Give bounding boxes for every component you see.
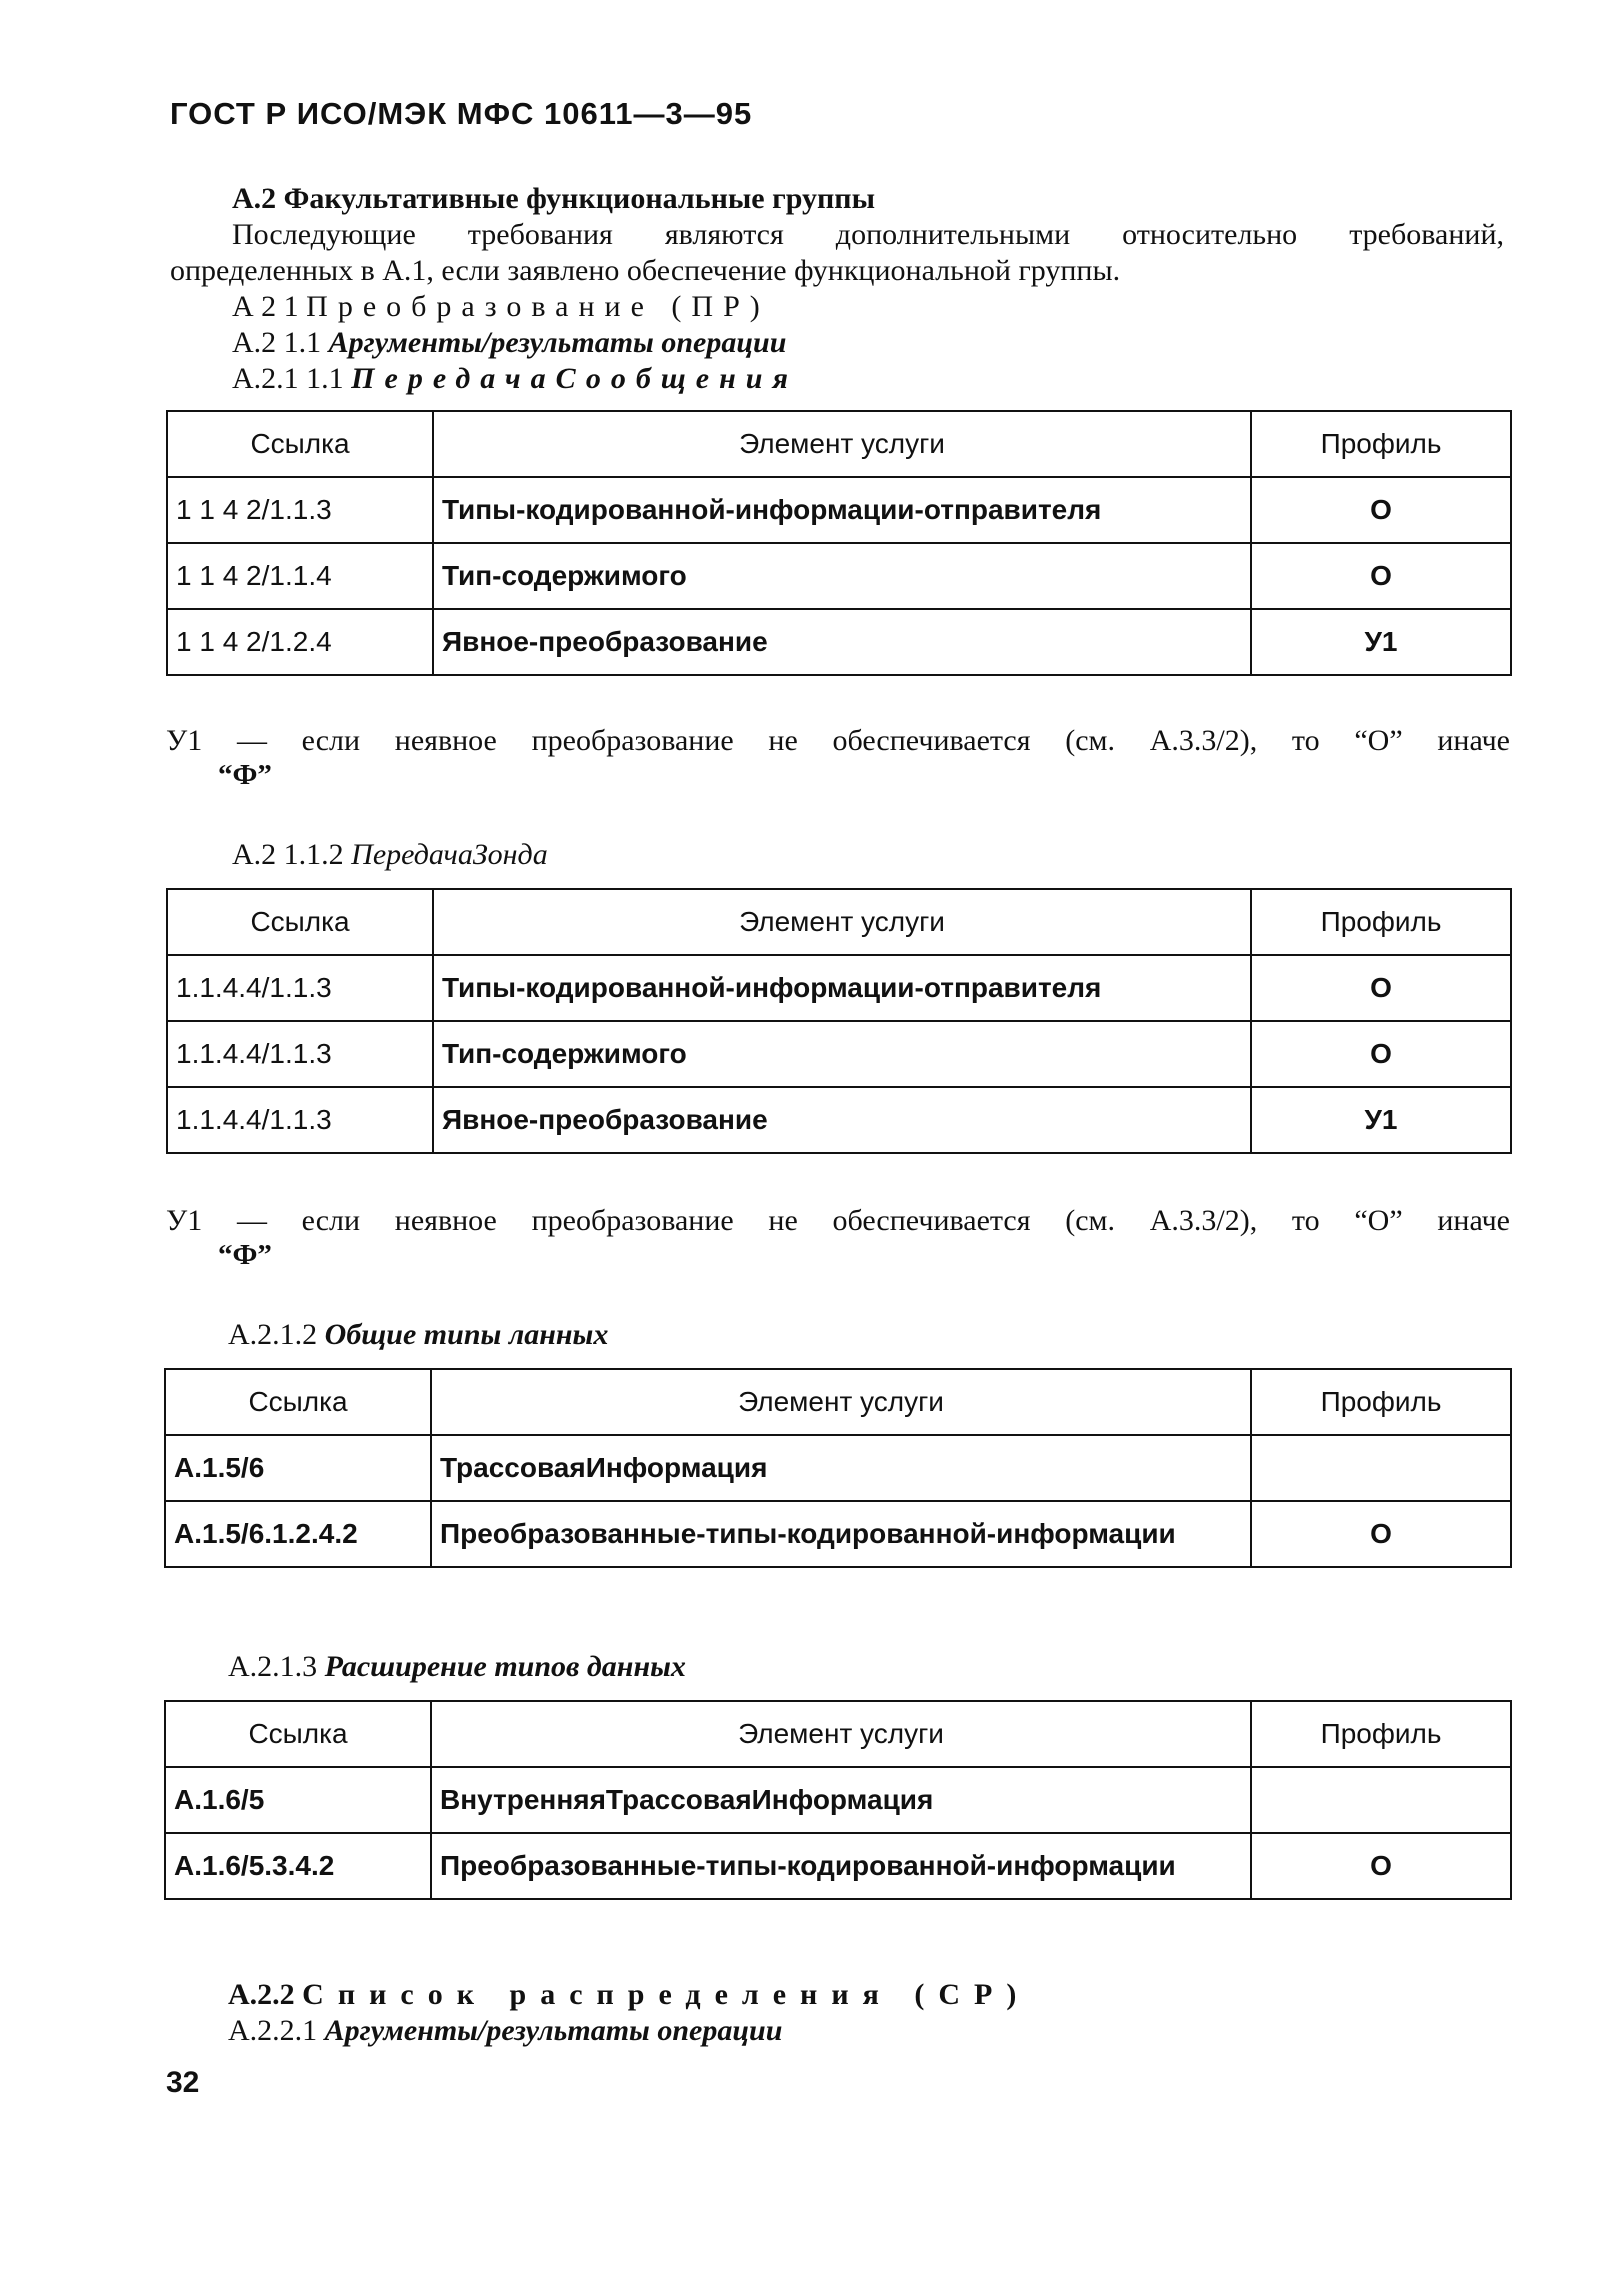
- heading-a22-title: Список распределения (СР): [302, 1978, 1031, 2011]
- heading-a22-number: А.2.2: [228, 1978, 295, 2011]
- profile-cell: [1251, 1435, 1511, 1501]
- section-title: А.2 Факультативные функциональные группы: [232, 182, 875, 215]
- ref-cell: А.1.6/5: [165, 1767, 431, 1833]
- heading-a2112-title: ПередачаЗонда: [351, 838, 548, 871]
- ref-cell: 1.1.4.4/1.1.3: [167, 1021, 433, 1087]
- note-2: [166, 1206, 1510, 1274]
- table-row: [167, 477, 1511, 543]
- table-header-row: [167, 889, 1511, 955]
- heading-a211-title: Аргументы/результаты операции: [328, 326, 787, 359]
- profile-cell: О: [1251, 1833, 1511, 1899]
- element-cell: Тип-содержимого: [433, 543, 1251, 609]
- profile-cell: О: [1251, 543, 1511, 609]
- column-header-profile: Профиль: [1251, 411, 1511, 477]
- table-row: [165, 1833, 1511, 1899]
- column-header-ref: Ссылка: [165, 1369, 431, 1435]
- column-header-ref: Ссылка: [165, 1701, 431, 1767]
- ref-cell: 1.1.4.4/1.1.3: [167, 1087, 433, 1153]
- table-obshchie-tipy-dannykh: [164, 1368, 1512, 1568]
- heading-a21-number: А 2 1: [232, 290, 299, 323]
- column-header-profile: Профиль: [1251, 1701, 1511, 1767]
- note-2-line-2: “Ф”: [218, 1239, 272, 1271]
- column-header-element: Элемент услуги: [433, 411, 1251, 477]
- table-row: [167, 609, 1511, 675]
- heading-a213-number: А.2.1.3: [228, 1650, 318, 1683]
- profile-cell: О: [1251, 955, 1511, 1021]
- element-cell: Тип-содержимого: [433, 1021, 1251, 1087]
- table-row: [167, 543, 1511, 609]
- table-peredacha-soobshcheniya: [166, 410, 1512, 676]
- ref-cell: А.1.5/6.1.2.4.2: [165, 1501, 431, 1567]
- table-header-row: [165, 1369, 1511, 1435]
- heading-a221-number: А.2.2.1: [228, 2014, 318, 2047]
- column-header-profile: Профиль: [1251, 889, 1511, 955]
- heading-a21-title: Преобразование (ПР): [306, 290, 770, 323]
- profile-cell: О: [1251, 1021, 1511, 1087]
- element-cell: Типы-кодированной-информации-отправителя: [433, 477, 1251, 543]
- heading-a213: [228, 1652, 686, 1682]
- element-cell: Преобразованные-типы-кодированной-информации: [431, 1501, 1251, 1567]
- profile-cell: О: [1251, 477, 1511, 543]
- ref-cell: 1 1 4 2/1.2.4: [167, 609, 433, 675]
- heading-a2111: [232, 364, 798, 394]
- heading-a212: [228, 1320, 608, 1350]
- heading-a211-number: А.2 1.1: [232, 326, 322, 359]
- ref-cell: А.1.5/6: [165, 1435, 431, 1501]
- page-header: ГОСТ Р ИСО/МЭК МФС 10611—3—95: [170, 96, 753, 131]
- table-row: [165, 1767, 1511, 1833]
- element-cell: ТрассоваяИнформация: [431, 1435, 1251, 1501]
- profile-cell: У1: [1251, 609, 1511, 675]
- profile-cell: О: [1251, 1501, 1511, 1567]
- page-number: 32: [166, 2066, 200, 2099]
- heading-a221-title: Аргументы/результаты операции: [324, 2014, 783, 2047]
- heading-a213-title: Расширение типов данных: [324, 1650, 686, 1683]
- element-cell: Явное-преобразование: [433, 609, 1251, 675]
- heading-a2112-number: А.2 1.1.2: [232, 838, 344, 871]
- profile-cell: [1251, 1767, 1511, 1833]
- column-header-ref: Ссылка: [167, 889, 433, 955]
- table-header-row: [167, 411, 1511, 477]
- ref-cell: А.1.6/5.3.4.2: [165, 1833, 431, 1899]
- table-header-row: [165, 1701, 1511, 1767]
- intro-line-2: определенных в А.1, если заявлено обеспечение функциональной группы.: [170, 254, 1121, 287]
- column-header-element: Элемент услуги: [433, 889, 1251, 955]
- intro-line-1: Последующие требования являются дополнительными относительно требований,: [232, 218, 1504, 251]
- note-1: [166, 726, 1510, 794]
- element-cell: Преобразованные-типы-кодированной-информации: [431, 1833, 1251, 1899]
- column-header-profile: Профиль: [1251, 1369, 1511, 1435]
- heading-a2112: [232, 840, 548, 870]
- heading-a212-title: Общие типы ланных: [324, 1318, 609, 1351]
- heading-a211: [232, 328, 786, 358]
- ref-cell: 1.1.4.4/1.1.3: [167, 955, 433, 1021]
- note-1-line-2: “Ф”: [218, 759, 272, 791]
- column-header-element: Элемент услуги: [431, 1369, 1251, 1435]
- element-cell: Явное-преобразование: [433, 1087, 1251, 1153]
- note-2-line-1: У1 — если неявное преобразование не обеспечивается (см. А.3.3/2), то “О” иначе: [166, 1204, 1510, 1237]
- element-cell: ВнутренняяТрассоваяИнформация: [431, 1767, 1251, 1833]
- heading-a21: [232, 292, 770, 322]
- table-row: [165, 1435, 1511, 1501]
- table-row: [167, 1021, 1511, 1087]
- table-row: [167, 1087, 1511, 1153]
- column-header-element: Элемент услуги: [431, 1701, 1251, 1767]
- ref-cell: 1 1 4 2/1.1.3: [167, 477, 433, 543]
- profile-cell: У1: [1251, 1087, 1511, 1153]
- table-rasshirenie-tipov-dannykh: [164, 1700, 1512, 1900]
- table-row: [167, 955, 1511, 1021]
- heading-a221: [228, 2016, 782, 2046]
- column-header-ref: Ссылка: [167, 411, 433, 477]
- table-peredacha-zonda: [166, 888, 1512, 1154]
- ref-cell: 1 1 4 2/1.1.4: [167, 543, 433, 609]
- heading-a2111-number: А.2.1 1.1: [232, 362, 344, 395]
- heading-a2111-title: ПередачаСообщения: [351, 362, 798, 395]
- element-cell: Типы-кодированной-информации-отправителя: [433, 955, 1251, 1021]
- heading-a212-number: А.2.1.2: [228, 1318, 318, 1351]
- heading-a22: [228, 1980, 1030, 2010]
- table-row: [165, 1501, 1511, 1567]
- note-1-line-1: У1 — если неявное преобразование не обеспечивается (см. А.3.3/2), то “О” иначе: [166, 724, 1510, 757]
